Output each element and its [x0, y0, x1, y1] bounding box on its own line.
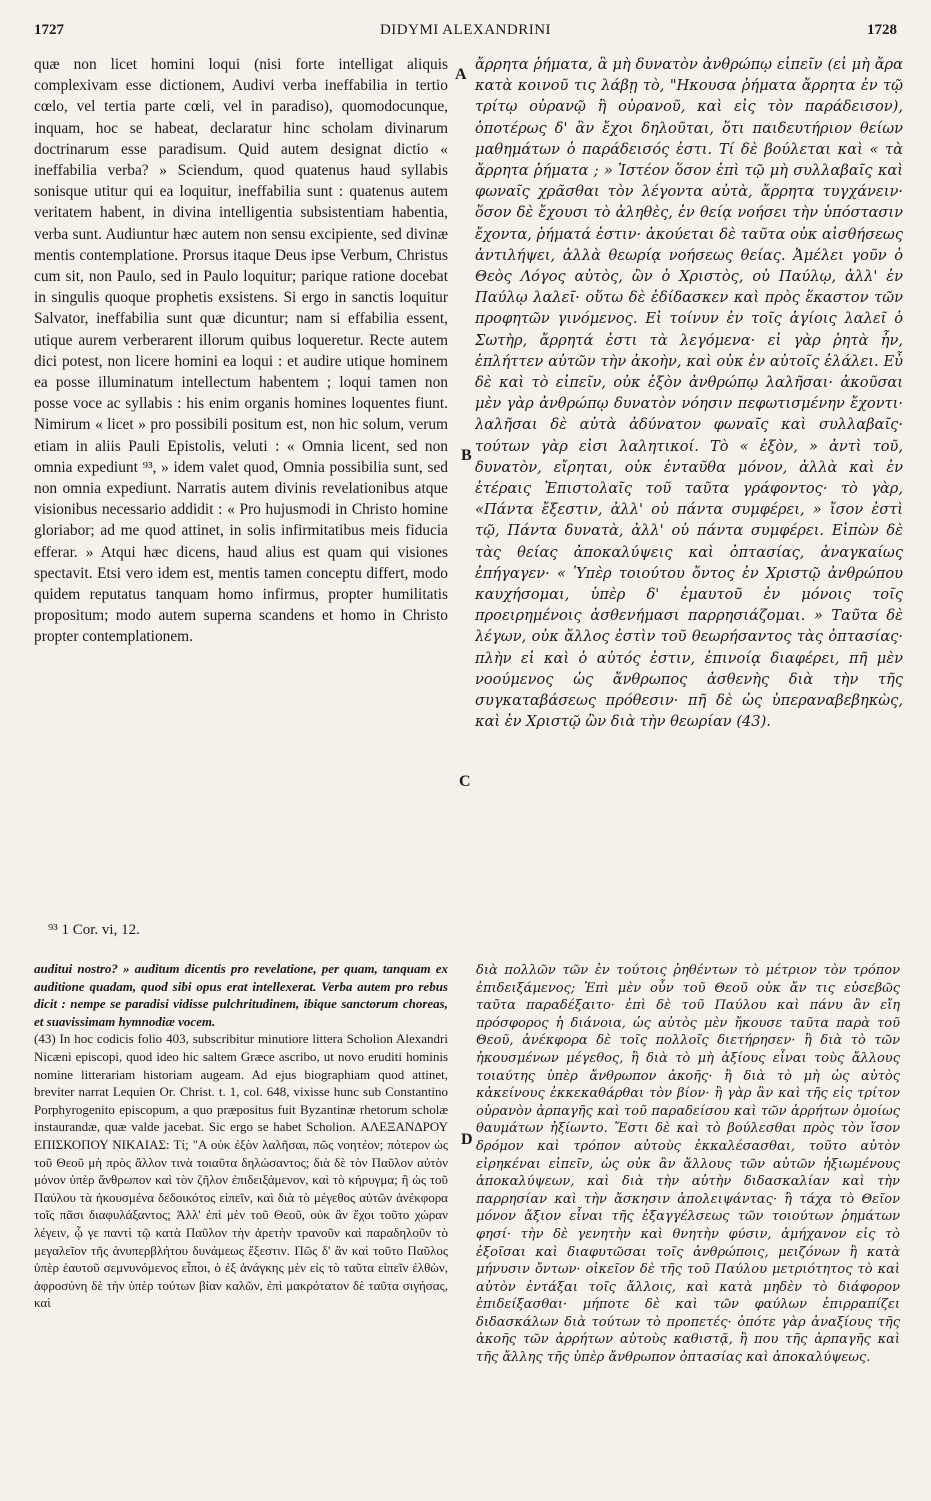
section-marker-b: B	[461, 447, 472, 464]
latin-text: quæ non licet homini loqui (nisi forte intelligat aliquis complexivam esse dictionem, Audivi verba ineffabilia in tertio cœlo, vel tertia parte cœli, vel in paradiso), quomodocunque, inquam, hoc se habeat, declaratur hinc scholam divinarum doctrinarum esse paradisum. Quid autem designat dictio « ineffabilia verba? » Sciendum, quod quatenus haud syllabis sonisque utitur qui ea loquitur, ineffabilia sunt : quatenus autem veritatem habent, in divina intelligentia subsistentiam habentia, verba sunt. Audiuntur hæc autem non sensu excipiente, sed divinæ mentis contemplatione. Prorsus itaque Deus ipse Verbum, Christus cum sit, non Paulo, sed in Paulo loquitur; parique ratione docebat in singulis quoque prophetis exsistens. Si ergo in sanctis loquitur Salvator, ineffabilia sunt quæ dicuntur; nam si effabilia essent, utique aurem verberarent illorum quibus loqueretur. Recte autem dici potest, non licere homini ea loqui : et audire utique hominem ea posse illuminatum intellectum habentem ; loqui tamen non posse voce ac syllabis : his enim organis homines loquentes fiunt. Nimirum « licet » pro possibili positum est, non hic solum, verum etiam in aliis Pauli Epistolis, veluti : « Omnia licent, sed non omnia expediunt ⁹³, » idem valet quod, Omnia possibilia sunt, sed non omnia expediunt. Narratis autem divinis revelationibus atque visionibus necessario addidit : « Pro hujusmodi in Christo homine gloriabor; ad me quod attinet, in solis infirmitatibus meis fiducia efferar. » Atqui hæc dicens, haud alius est quam qui visiones spectavit. Etsi vero idem est, mentis tamen conceptu differt, modo quidem reputatus tanquam homo infirmus, propter humilitatis propositum; modo autem superna scandens et homo in Christo propter contemplationem.	[34, 56, 448, 646]
latin-column-top	[34, 54, 448, 648]
footnote-reference: ⁹³ 1 Cor. vi, 12.	[48, 922, 140, 938]
greek-text: ἄρρητα ῥήματα, ἃ μὴ δυνατὸν ἀνθρώπῳ εἰπεῖν (εἰ μὴ ἄρα κατὰ κοινοῦ τις λάβῃ τὸ, "Ηκουσα ῥήματα ἄρρητα ἐν τῷ τρίτῳ οὐρανῷ ἢ οὐρανοῦ, καὶ εἰς τὸν παράδεισον), ὁποτέρως δ' ἂν ἔχοι δηλοῦται, ὅτι παιδευτήριον θείων μαθημάτων ὁ παράδεισός ἐστι. Τί δὲ βούλεται καὶ « τὰ ἄρρητα ῥήματα ; » Ἰστέον ὅσον ἐπὶ τῷ μὴ συλλαβαῖς καὶ φωναῖς χρᾶσθαι τὸν λέγοντα αὐτὰ, ἄρρητα τυγχάνειν· ὅσον δὲ ἔχουσι τὸ ἀληθὲς, ἐν θείᾳ νοήσει τὴν ὑπόστασιν ἔχοντα, ῥήματά ἐστιν· ἀκούεται δὲ ταῦτα οὐκ αἰσθήσεως ἀντιλήψει, ἀλλὰ θεωρίᾳ νοήσεως θείας. Ἀμέλει γοῦν ὁ Θεὸς Λόγος αὐτὸς, ὢν ὁ Χριστὸς, οὐ Παύλῳ, ἀλλ' ἐν Παύλῳ λαλεῖ· οὕτω δὲ ἐδίδασκεν καὶ πρὸς ἕκαστον τῶν προφητῶν γινόμενος. Εἰ τοίνυν ἐν τοῖς ἁγίοις λαλεῖ ὁ Σωτὴρ, ἄρρητά ἐστι τὰ λεγόμενα· εἰ γὰρ ῥητὰ ἦν, ἐπλήττεν αὐτῶν τὴν ἀκοὴν, καὶ οὐκ ἐν αὐτοῖς ἐλάλει. Εὖ δὲ καὶ τὸ εἰπεῖν, οὐκ ἐξὸν ἀνθρώπῳ λαλῆσαι· ἀκοῦσαι μὲν γὰρ ἀνθρώπῳ δυνατὸν νόησιν πεφωτισμένην ἔχοντι· λαλῆσαι δὲ αὐτὰ ἀδύνατον φωναῖς καὶ συλλαβαῖς· τούτων γὰρ εἰσι λαλητικοί. Τὸ « ἐξὸν, » ἀντὶ τοῦ, δυνατὸν, εἴρηται, οὐκ ἐνταῦθα μόνον, ἀλλὰ καὶ ἐν ἑτέραις Ἐπιστολαῖς τοῦ ταῦτα γράφοντος· τὸ γὰρ, «Πάντα ἔξεστιν, ἀλλ' οὐ πάντα συμφέρει, » ἴσον ἐστὶ τῷ, Πάντα δυνατὰ, ἀλλ' οὐ πάντα συμφέρει. Εἰπὼν δὲ τὰς θείας ἀποκαλύψεις καὶ ὀπτασίας, ἀναγκαίως ἐπήγαγεν· « Ὑπὲρ τοιούτου ὄντος ἐν Χριστῷ ἀνθρώπου καυχήσομαι, ὑπὲρ δ' ἐμαυτοῦ ἐν μόνοις τοῖς προειρημένοις ἀσθενήμασι παρρησιάζομαι. » Ταῦτα δὲ λέγων, οὐκ ἄλλος ἐστὶν τοῦ θεωρήσαντος τὰς ὀπτασίας· πλὴν εἰ καὶ ὁ αὐτός ἐστιν, ἐπινοίᾳ διαφέρει, πῆ μὲν νοούμενος ὡς ἄνθρωπος ἀσθενὴς διὰ τὴν τῆς συγκαταβάσεως πρόθεσιν· πῆ δὲ ὡς ὑπεραναβεβηκὼς, καὶ ἐν Χριστῷ ὢν διὰ τὴν θεωρίαν (43).	[475, 56, 903, 731]
notes-column-right	[476, 962, 900, 1367]
section-marker-a: A	[455, 66, 467, 83]
page-header	[34, 22, 897, 46]
note-italic-continuation: auditui nostro? » auditum dicentis pro revelatione, per quam, tanquam ex auditione quadam, quod sibi opus erat intellexerat. Verba autem pro rebus dicit : nempe se paradisi vidisse pulchritudinem, ibique sanctorum choreas, et suavissimam hymnodiæ vocem.	[34, 961, 448, 1029]
notes-column-left	[34, 960, 448, 1312]
section-marker-c: C	[459, 773, 471, 790]
note-43-text: (43) In hoc codicis folio 403, subscribitur minutiore littera Scholion Alexandri Nicæni episcopi, quod ideo hic saltem Græce ascribo, ut novo eruditi hominis nomine litterariam historiam augeam. Ad ejus biographiam quod attinet, breviter narrat Lequien Or. Christ. t. 1, col. 648, vixisse hunc sub Constantino Porphyrogenito episcopum, a quo præpositus fuit Byzantinæ rhetorum scholæ instaurandæ, quæ valde jacebat. Sic ergo se habet Scholion. ΑΛΕΞΑΝΔΡΟΥ ΕΠΙΣΚΟΠΟΥ ΝΙΚΑΙΑΣ: Τί; "Α οὐκ ἐξὸν λαλῆσαι, πῶς νοητέον; πότερον ὡς τοῦ Θεοῦ μὴ πρὸς ἄλλον τινὰ τοιαῦτα δηλώσαντος; διὰ δὲ τὸν Παῦλον αὐτὸν μόνον ὑπὲρ ἄνθρωπον καὶ τὸν ζῆλον ἐπιδειξάμενον, καὶ τὸ κήρυγμα; ἢ ὡς τοῦ Παύλου τὰ ἠκουσμένα δεδοικότος εἰπεῖν, καὶ διὰ τὸ μέγεθος αὐτῶν ἀνέκφορα τοῖς πᾶσι διαφυλάξαντος; Ἀλλ' ἐπὶ μὲν τοῦ Θεοῦ, οὐκ ἂν ἔχοι τοῦτο χώραν λέγειν, ᾧ γε παντὶ τῷ κατὰ Παῦλον τὴν ἀρετὴν τρανοῦν καὶ παραδηλοῦν τὸ μεγαλεῖον τῆς ἀνυπερβλήτου δυνάμεως ἔξεστιν. Πῶς δ' ἂν καὶ τοῦτο Παῦλος ὑπὲρ ἑαυτοῦ σεμνυνόμενος εἶποι, ὁ ἐξ ἀνάγκης μὲν εἰς τὸ ταῦτα εἰπεῖν ἐλθὼν, ἀφροσύνη δὲ τὴν ὑπὲρ τούτων βίαν καλῶν, ἐπὶ μακρότατον δὲ ταῦτα σιγήσας, καὶ	[34, 1031, 448, 1311]
greek-column-top	[475, 54, 903, 733]
page-number-left: 1727	[34, 22, 64, 38]
section-marker-d: D	[461, 1131, 473, 1148]
scholion-greek-text: διὰ πολλῶν τῶν ἐν τούτοις ῥηθέντων τὸ μέτριον τὸν τρόπον ἐπιδειξάμενος; Ἐπὶ μὲν οὖν τοῦ Θεοῦ οὐκ ἄν τις εὐσεβῶς ταῦτα παραδέξαιτο· ἐπὶ δὲ τοῦ Παύλου καὶ πάνυ ἂν εἴη πρόσφορος ἡ διάνοια, ὡς αὐτὸς μὲν ἤκουσε ταῦτα παρὰ τοῦ Θεοῦ, ἀνέκφορα δὲ τοῖς πολλοῖς διετήρησεν· ἢ διὰ τὸ τῶν ἠκουσμένων μέγεθος, ἢ διὰ τὸ μὴ ἀξίους εἶναι τοὺς ἄλλους τοιαύτης ὑπὲρ ἄνθρωπον ἀκοῆς· ἢ διὰ τὸ μὴ ὡς αὐτὸς κἀκείνους ἐκκεκαθάρθαι τὸν βίον· ἢ γὰρ ἂν καὶ τῆς εἰς τρίτον οὐρανὸν ἁρπαγῆς καὶ τοῦ παραδείσου καὶ τῶν ἀρρήτων ὁμοίως θαυμάτων ἠξίωντο. Ἔστι δὲ καὶ τὸ βούλεσθαι πρὸς τὸν ἴσον δρόμον καὶ τρόπον αὐτοὺς ἐκκαλέσασθαι, τοῦτο αὐτὸν εἰρηκέναι εἰπεῖν, ὡς οὐκ ἂν ἄλλους τῶν αὐτῶν ἠξιωμένους ἀποκαλύψεων, καὶ διὰ τὴν αὐτὴν διδασκαλίαν καὶ τὴν παρρησίαν καὶ τὴν ἄσκησιν ἀπολειψάντας· ἢ τάχα τὸ Θεῖον μόνον ἄξιον εἶναι τῆς ἐξαγγέλσεως τῶν τοιούτων ῥημάτων φησί· τὴν δὲ γενητὴν καὶ θνητὴν φύσιν, ἀμήχανον εἰς τὸ ἐξοῖσαι καὶ διαφυτῶσαι τοῖς ἀνθρώποις, μειζόνων ἢ κατὰ μήνυσιν ὄντων· οἰκεῖον δὲ τῆς τοῦ Παύλου μετριότητος τὸ καὶ αὐτὸν ἐντάξαι τοῖς ἄλλοις, καὶ κατὰ μηδὲν τὸ διάφορον ἐπιδείξασθαι· μήποτε δὲ καὶ τῶν φαύλων ἐπιρραπίζει διδασκάλων διὰ τούτων τὸ προπετές· ὁπότε γὰρ ἀναξίους τῆς ἀκοῆς τῶν ἀρρήτων αὐτοὺς καθιστᾷ, ἢ που τῆς ἁρπαγῆς καὶ τῆς ἄλλης τῆς ὑπὲρ ἄνθρωπον ὀπτασίας καὶ ἀποκαλύψεως.	[476, 963, 900, 1366]
page-number-right: 1728	[867, 22, 897, 38]
running-title: DIDYMI ALEXANDRINI	[379, 22, 552, 38]
